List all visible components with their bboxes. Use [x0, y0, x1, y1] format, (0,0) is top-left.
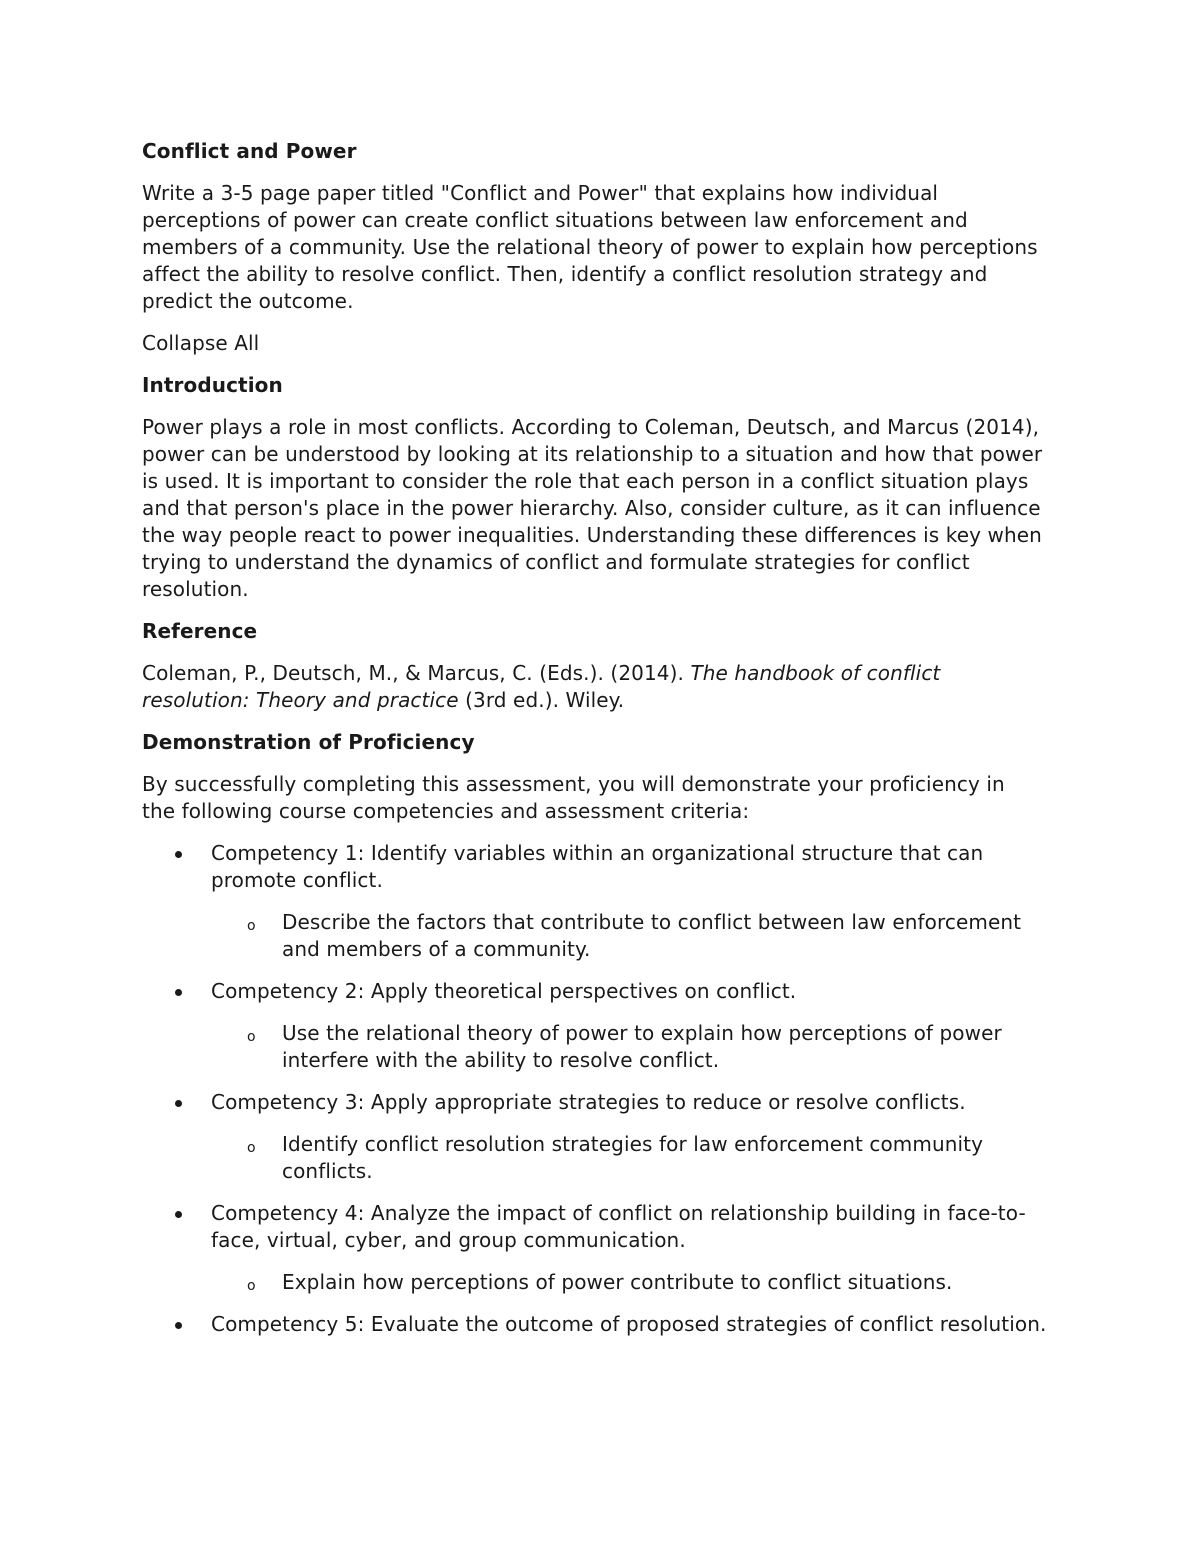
criterion-text: Explain how perceptions of power contribute to conflict situations.	[282, 1270, 953, 1294]
bullet-dot-icon	[175, 989, 182, 996]
competency-item-4	[142, 1200, 1062, 1296]
bullet-dot-icon	[175, 1211, 182, 1218]
criterion-item	[211, 1020, 1062, 1074]
criterion-item	[211, 1131, 1062, 1185]
proficiency-heading: Demonstration of Proficiency	[142, 730, 475, 754]
criterion-text: Identify conflict resolution strategies for law enforcement community conflicts.	[282, 1132, 984, 1183]
competency-text: Competency 2: Apply theoretical perspectives on conflict.	[211, 979, 797, 1003]
competency-text: Competency 3: Apply appropriate strategies to reduce or resolve conflicts.	[211, 1090, 966, 1114]
criteria-list	[211, 1131, 1062, 1185]
document-page	[142, 138, 1062, 1353]
competency-item-3	[142, 1089, 1062, 1185]
competency-list	[142, 840, 1062, 1338]
criterion-item	[211, 909, 1062, 963]
criterion-item	[211, 1269, 1062, 1296]
introduction-body: Power plays a role in most conflicts. According to Coleman, Deutsch, and Marcus (2014), power can be understood by looking at its relationship to a situation and how that power is used. It is important to consider the role that each person in a conflict situation plays and that person's place in the power hierarchy. Also, consider culture, as it can influence the way people react to power inequalities. Understanding these differences is key when trying to understand the dynamics of conflict and formulate strategies for conflict resolution.	[142, 415, 1043, 601]
competency-text: Competency 1: Identify variables within an organizational structure that can promote conflict.	[211, 841, 984, 892]
assignment-description: Write a 3-5 page paper titled "Conflict and Power" that explains how individual perceptions of power can create conflict situations between law enforcement and members of a community. Use the relational theory of power to explain how perceptions affect the ability to resolve conflict. Then, identify a conflict resolution strategy and predict the outcome.	[142, 181, 1038, 313]
competency-text: Competency 5: Evaluate the outcome of proposed strategies of conflict resolution.	[211, 1312, 1047, 1336]
reference-heading: Reference	[142, 619, 258, 643]
criterion-text: Use the relational theory of power to explain how perceptions of power interfere with the ability to resolve conflict.	[282, 1021, 1002, 1072]
reference-citation	[142, 660, 1022, 714]
competency-item-2	[142, 978, 1062, 1074]
competency-item-5	[142, 1311, 1062, 1338]
sub-bullet-icon: o	[247, 1029, 256, 1045]
reference-authors: Coleman, P., Deutsch, M., & Marcus, C. (Eds.). (2014).	[142, 661, 691, 685]
competency-text: Competency 4: Analyze the impact of conflict on relationship building in face-to-face, virtual, cyber, and group communication.	[211, 1201, 1026, 1252]
reference-edition-publisher: (3rd ed.). Wiley.	[458, 688, 625, 712]
collapse-all-link[interactable]: Collapse All	[142, 331, 260, 355]
bullet-dot-icon	[175, 851, 182, 858]
bullet-dot-icon	[175, 1100, 182, 1107]
page-title: Conflict and Power	[142, 139, 357, 163]
criterion-text: Describe the factors that contribute to conflict between law enforcement and members of a community.	[282, 910, 1022, 961]
criteria-list	[211, 909, 1062, 963]
sub-bullet-icon: o	[247, 1278, 256, 1294]
introduction-heading: Introduction	[142, 373, 283, 397]
criteria-list	[211, 1020, 1062, 1074]
sub-bullet-icon: o	[247, 1140, 256, 1156]
criteria-list	[211, 1269, 1062, 1296]
competency-item-1	[142, 840, 1062, 963]
sub-bullet-icon: o	[247, 918, 256, 934]
bullet-dot-icon	[175, 1322, 182, 1329]
reference-book-title: The handbook of conflict resolution: Theory and practice	[142, 661, 941, 712]
proficiency-lead: By successfully completing this assessment, you will demonstrate your proficiency in the following course competencies and assessment criteria:	[142, 772, 1005, 823]
